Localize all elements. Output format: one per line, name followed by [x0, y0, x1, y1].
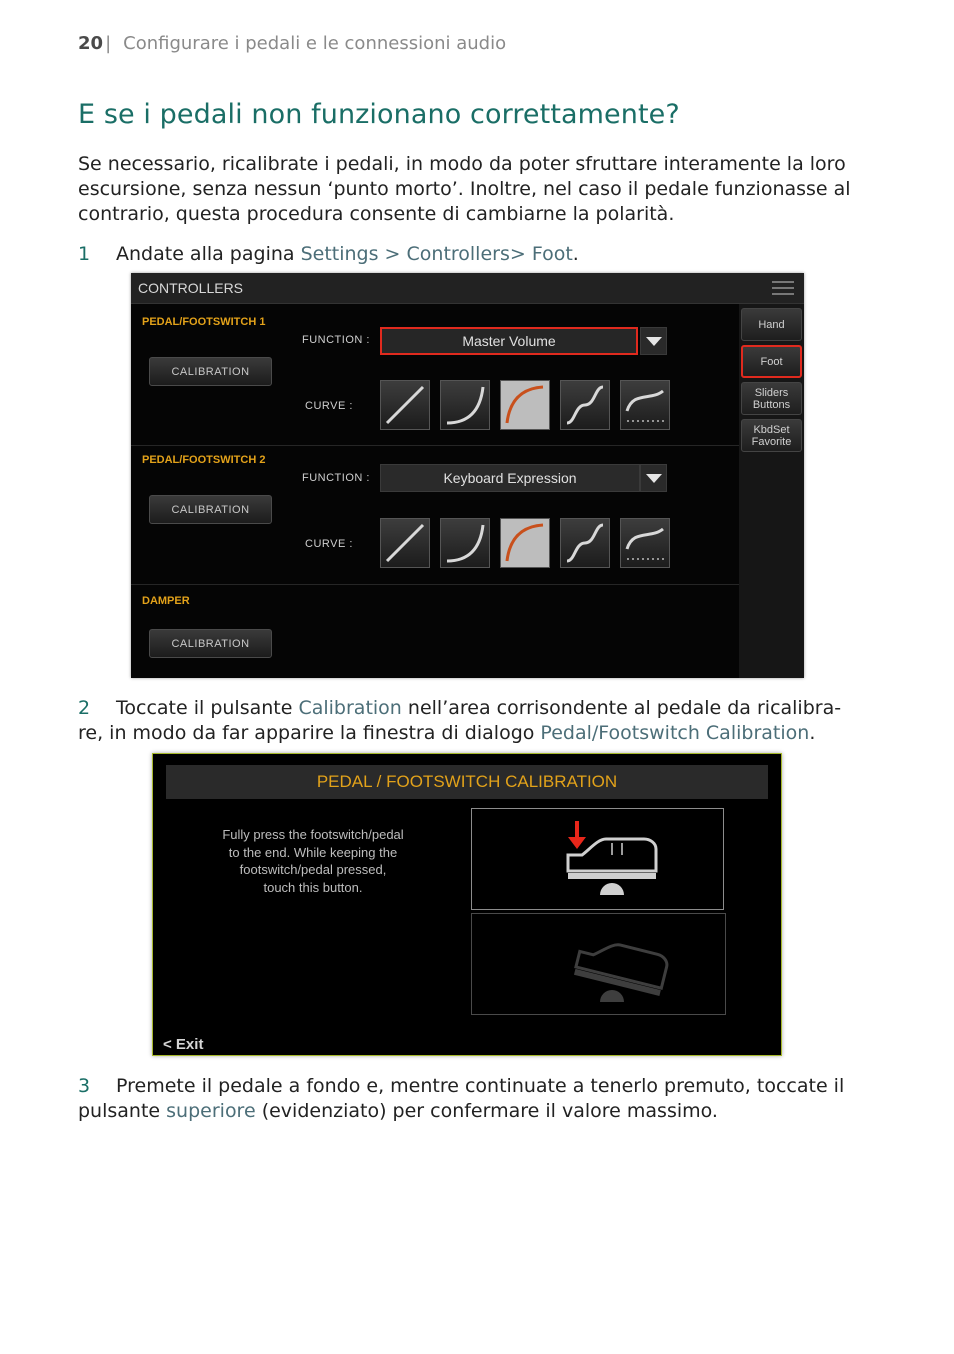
released-pedal-icon	[472, 914, 727, 1016]
step-text: .	[572, 243, 579, 265]
tab-sliders-buttons[interactable]: Sliders Buttons	[741, 382, 802, 415]
calibration-dialog-screenshot	[152, 753, 782, 1056]
controllers-title-bar	[131, 273, 804, 304]
menu-path: Settings > Controllers> Foot	[300, 243, 573, 265]
page-number: 20	[78, 33, 104, 54]
page-header	[78, 33, 506, 54]
step-3	[78, 1074, 878, 1124]
step-text: Toccate il pulsante	[116, 697, 299, 719]
button-name: superiore	[166, 1100, 256, 1122]
step-number: 2	[78, 697, 91, 719]
pedal-max-button[interactable]	[471, 808, 724, 910]
curve-s-button[interactable]	[560, 380, 610, 430]
damper-label: DAMPER	[142, 595, 190, 607]
curve-log-button[interactable]	[500, 380, 550, 430]
pedal-1-function-select[interactable]: Master Volume	[380, 327, 638, 355]
instruction-line: to the end. While keeping the	[228, 844, 398, 860]
pedal-min-button[interactable]	[471, 913, 726, 1015]
curve-switch-button[interactable]	[620, 518, 670, 568]
section-divider	[131, 584, 739, 585]
pedal-1-calibration-button[interactable]: CALIBRATION	[149, 357, 272, 386]
controllers-title: CONTROLLERS	[138, 280, 244, 296]
section-divider	[131, 445, 739, 446]
dialog-title: PEDAL / FOOTSWITCH CALIBRATION	[166, 765, 768, 799]
pedal-2-curve-label: CURVE :	[305, 538, 353, 550]
step-2	[78, 696, 878, 746]
section-heading: E se i pedali non funzionano correttamente?	[78, 99, 680, 130]
exit-button[interactable]: < Exit	[163, 1036, 204, 1053]
pressed-pedal-icon	[472, 809, 725, 911]
tab-hand[interactable]: Hand	[741, 308, 802, 341]
pedal-2-function-label: FUNCTION :	[302, 472, 370, 484]
chapter-title: Configurare i pedali e le connessioni audio	[123, 33, 507, 54]
curve-log-button[interactable]	[500, 518, 550, 568]
pedal-1-dropdown-arrow[interactable]	[640, 327, 667, 355]
pedal-2-calibration-button[interactable]: CALIBRATION	[149, 495, 272, 524]
tab-kbdset-favorite[interactable]: KbdSet Favorite	[741, 419, 802, 452]
curve-exp-button[interactable]	[440, 380, 490, 430]
pedal-2-dropdown-arrow[interactable]	[640, 464, 667, 492]
header-separator: |	[105, 33, 112, 54]
tab-sidebar	[739, 304, 804, 678]
step-text: pulsante	[78, 1100, 167, 1122]
step-text: nell’area corrisondente al pedale da ricalibra-	[401, 697, 842, 719]
dialog-name: Pedal/Footswitch Calibration	[540, 722, 810, 744]
intro-line: contrario, questa procedura consente di cambiarne la polarità.	[78, 203, 675, 225]
pedal-2-label: PEDAL/FOOTSWITCH 2	[142, 454, 266, 466]
curve-linear-button[interactable]	[380, 380, 430, 430]
curve-linear-button[interactable]	[380, 518, 430, 568]
step-text: .	[809, 722, 816, 744]
instruction-line: Fully press the footswitch/pedal	[222, 827, 404, 842]
instruction-line: touch this button.	[263, 879, 363, 895]
pedal-1-curve-label: CURVE :	[305, 400, 353, 412]
intro-paragraph	[78, 152, 878, 227]
step-text: (evidenziato) per confermare il valore massimo.	[255, 1100, 718, 1122]
curve-s-button[interactable]	[560, 518, 610, 568]
tab-foot[interactable]: Foot	[741, 345, 802, 378]
intro-line: Se necessario, ricalibrate i pedali, in modo da poter sfruttare interamente la loro	[78, 153, 846, 175]
button-name: Calibration	[298, 697, 402, 719]
controllers-screenshot	[131, 273, 804, 678]
intro-line: escursione, senza nessun ‘punto morto’. Inoltre, nel caso il pedale funzionasse al	[78, 178, 851, 200]
dialog-instructions	[203, 826, 423, 896]
curve-switch-button[interactable]	[620, 380, 670, 430]
curve-exp-button[interactable]	[440, 518, 490, 568]
step-text: Premete il pedale a fondo e, mentre continuate a tenerlo premuto, toccate il	[116, 1075, 845, 1097]
pedal-1-function-label: FUNCTION :	[302, 334, 370, 346]
pedal-2-function-select[interactable]: Keyboard Expression	[380, 464, 640, 492]
pedal-1-label: PEDAL/FOOTSWITCH 1	[142, 316, 266, 328]
step-1	[78, 242, 878, 267]
step-number: 1	[78, 243, 91, 265]
instruction-line: footswitch/pedal pressed,	[239, 862, 387, 877]
step-number: 3	[78, 1075, 91, 1097]
damper-calibration-button[interactable]: CALIBRATION	[149, 629, 272, 658]
step-text: Andate alla pagina	[116, 243, 301, 265]
menu-icon[interactable]	[772, 281, 794, 296]
step-text: re, in modo da far apparire la finestra di dialogo	[78, 722, 541, 744]
